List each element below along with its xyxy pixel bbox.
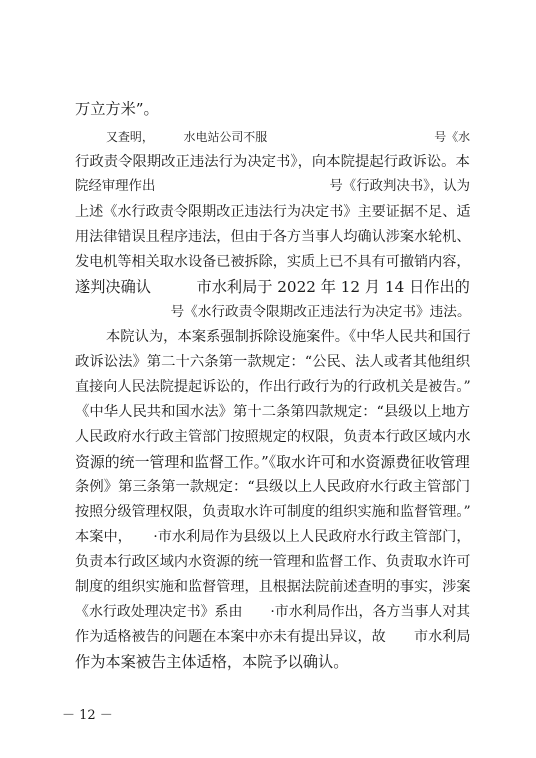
text-line: 政诉讼法》第二十六条第一款规定：“公民、法人或者其他组织 xyxy=(75,354,471,370)
text-line: 直接向人民法院提起诉讼的，作出行政行为的行政机关是被告。” xyxy=(75,379,471,395)
text-line: 制度的组织实施和监督管理，且根据法院前述查明的事实，涉案 xyxy=(75,579,471,595)
text-line: 人民政府水行政主管部门按照规定的权限，负责本行政区域内水 xyxy=(75,429,471,445)
text-line: 资源的统一管理和监督工作。”《取水许可和水资源费征收管理 xyxy=(75,453,470,471)
text-line: 号《水行政责令限期改正违法行为决定书》违法。 xyxy=(75,304,471,320)
text-line: 万立方米”。 xyxy=(75,100,159,118)
text-line: 又查明， 水电站公司不服 号《水 xyxy=(106,130,471,144)
text-line: 遂判决确认 市水利局于 2022 年 12 月 14 日作出的 xyxy=(75,278,470,296)
text-line: 作为适格被告的问题在本案中亦未有提出异议，故 市水利局 xyxy=(75,629,471,645)
text-line: 负责本行政区域内水资源的统一管理和监督工作、负责取水许可 xyxy=(75,554,471,570)
text-line: 条例》第三条第一款规定：“县级以上人民政府水行政主管部门 xyxy=(75,479,471,495)
text-line: 行政责令限期改正违法行为决定书》，向本院提起行政诉讼。本 xyxy=(75,154,470,170)
page-number: － 12 － xyxy=(62,708,113,723)
text-line: 院经审理作出 号《行政判决书》，认为 xyxy=(75,179,471,194)
text-line: 《水行政处理决定书》系由 ·市水利局作出，各方当事人对其 xyxy=(75,604,471,620)
text-line: 《中华人民共和国水法》第十二条第四款规定：“县级以上地方 xyxy=(75,404,471,420)
text-line: 本院认为，本案系强制拆除设施案件。《中华人民共和国行 xyxy=(106,329,471,345)
text-line: 作为本案被告主体适格，本院予以确认。 xyxy=(75,653,349,671)
text-line: 用法律错误且程序违法，但由于各方当事人均确认涉案水轮机、 xyxy=(75,229,471,245)
text-line: 上述《水行政责令限期改正违法行为决定书》主要证据不足、适 xyxy=(75,204,471,220)
text-line: 本案中， ·市水利局作为县级以上人民政府水行政主管部门， xyxy=(75,529,471,545)
text-line: 按照分级管理权限，负责取水许可制度的组织实施和监督管理。” xyxy=(75,504,471,520)
text-line: 发电机等相关取水设备已被拆除，实质上已不具有可撤销内容， xyxy=(75,254,471,270)
